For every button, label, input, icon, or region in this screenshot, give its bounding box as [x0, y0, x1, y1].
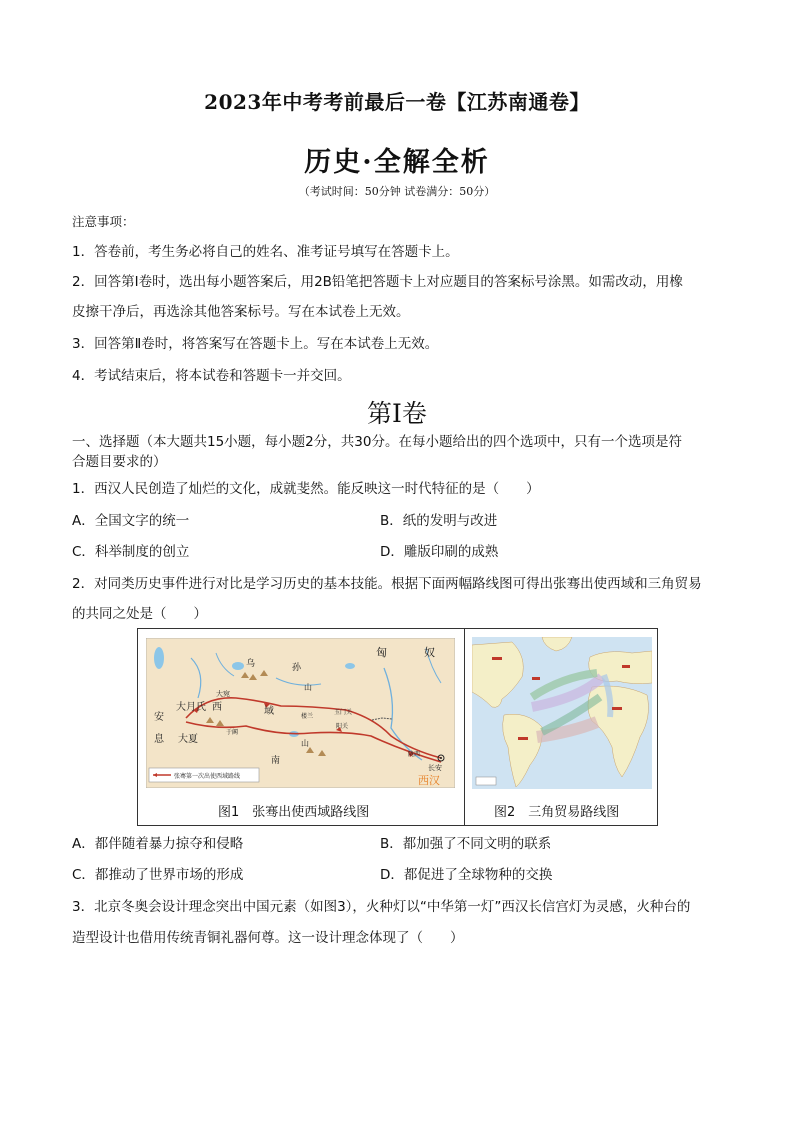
question-3-stem: 3．北京冬奥会设计理念突出中国元素（如图3），火种灯以“中华第一灯”西汉长信宫灯为灵感，火种台的	[72, 899, 691, 915]
exam-title: 2023年中考考前最后一卷【江苏南通卷】	[204, 90, 590, 114]
triangular-trade-map	[472, 637, 652, 789]
map-label: 山	[304, 683, 312, 692]
map-label: 乌	[246, 659, 256, 669]
map-label: 于阗	[226, 729, 239, 736]
note-item: 皮擦干净后，再选涂其他答案标号。写在本试卷上无效。	[72, 304, 410, 320]
map-label: 息	[154, 734, 164, 745]
map-label: 匈	[376, 646, 387, 659]
question-2-stem: 的共同之处是（ ）	[72, 606, 207, 622]
figure-2-caption: 图2 三角贸易路线图	[494, 805, 620, 820]
legend-label: 张骞第一次出使西域路线	[174, 773, 241, 780]
q1-option-b[interactable]: B．纸的发明与改进	[380, 513, 498, 529]
question-3-stem: 造型设计也借用传统青铜礼器何尊。这一设计理念体现了（ ）	[72, 930, 464, 946]
map-label: 阳关	[336, 723, 349, 730]
map-label: 奴	[424, 646, 435, 659]
note-item: 1．答卷前，考生务必将自己的姓名、准考证号填写在答题卡上。	[72, 244, 459, 260]
note-item: 3．回答第Ⅱ卷时，将答案写在答题卡上。写在本试卷上无效。	[72, 336, 439, 352]
map-label: 大夏	[178, 734, 198, 745]
question-2-stem: 2．对同类历史事件进行对比是学习历史的基本技能。根据下面两幅路线图可得出张骞出使西域和三角贸易	[72, 576, 702, 592]
note-item: 4．考试结束后，将本试卷和答题卡一并交回。	[72, 368, 351, 384]
section-title: 第Ⅰ卷	[367, 399, 427, 428]
map-label: 陇西	[408, 751, 421, 758]
section-instructions: 合题目要求的）	[72, 454, 167, 470]
map-label: 南	[271, 756, 281, 766]
q1-option-d[interactable]: D．雕版印刷的成熟	[380, 544, 499, 560]
map-label: 大宛	[216, 690, 230, 698]
map-label: 西	[212, 702, 222, 713]
map-label: 域	[264, 706, 274, 717]
q1-option-a[interactable]: A．全国文字的统一	[72, 513, 190, 529]
notes-heading: 注意事项：	[72, 214, 135, 229]
map-label: 安	[154, 712, 164, 723]
question-2-figures	[137, 628, 658, 826]
map-label: 山	[301, 739, 309, 748]
map-label: 玉门关	[334, 709, 353, 716]
q1-option-c[interactable]: C．科举制度的创立	[72, 544, 190, 560]
figure-divider	[464, 629, 465, 825]
q2-option-c[interactable]: C．都推动了世界市场的形成	[72, 867, 244, 883]
section-instructions: 一、选择题（本大题共15小题，每小题2分，共30分。在每小题给出的四个选项中，只有一个选项是符	[72, 434, 682, 450]
exam-time-info: （考试时间：50分钟 试卷满分：50分）	[298, 185, 496, 198]
question-1-stem: 1．西汉人民创造了灿烂的文化，成就斐然。能反映这一时代特征的是（ ）	[72, 481, 540, 497]
map-label: 楼兰	[301, 713, 314, 720]
map-label: 大月氏	[176, 702, 206, 713]
q2-option-a[interactable]: A．都伴随着暴力掠夺和侵略	[72, 836, 244, 852]
figure-1-caption: 图1 张骞出使西域路线图	[218, 805, 370, 820]
note-item: 2．回答第Ⅰ卷时，选出每小题答案后，用2B铅笔把答题卡上对应题目的答案标号涂黑。如需改动，用橡	[72, 274, 683, 290]
map-label: 孙	[292, 663, 302, 673]
q2-option-d[interactable]: D．都促进了全球物种的交换	[380, 867, 553, 883]
q2-option-b[interactable]: B．都加强了不同文明的联系	[380, 836, 552, 852]
map-label: 西汉	[418, 774, 440, 787]
zhang-qian-route-map	[146, 638, 455, 788]
exam-subtitle: 历史·全解全析	[304, 147, 490, 178]
map-label: 长安	[428, 764, 442, 772]
